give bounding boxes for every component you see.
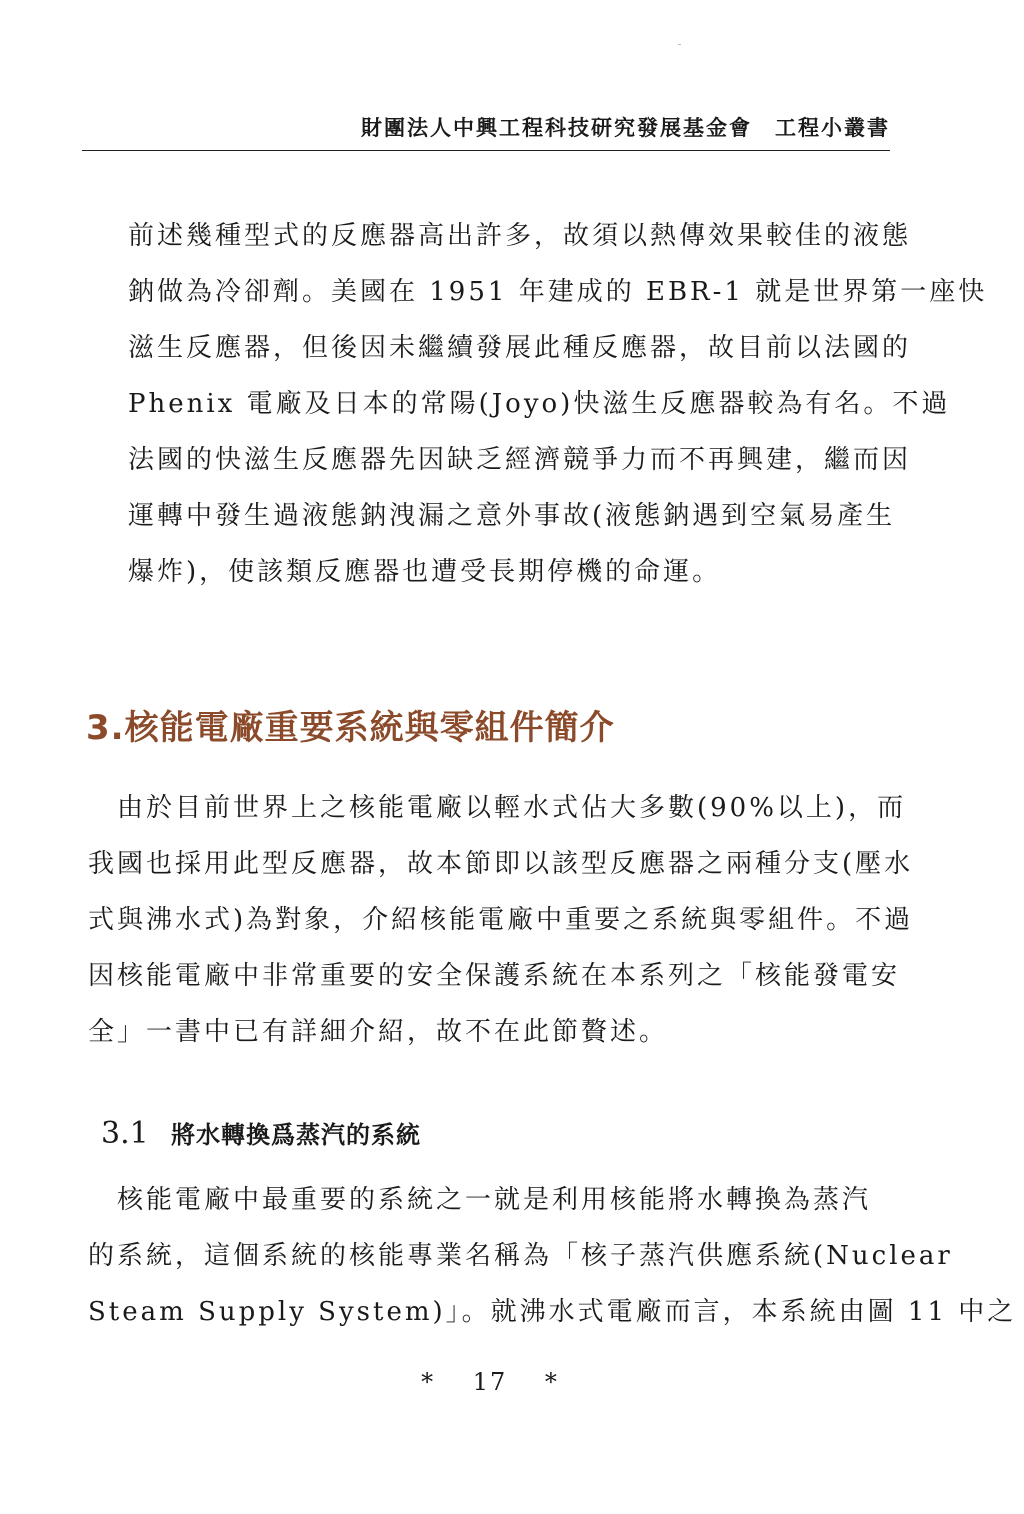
scan-speck — [678, 44, 681, 45]
footer-right-mark: * — [544, 1368, 559, 1396]
paragraph-line: 前述幾種型式的反應器高出許多，故須以熱傳效果較佳的液態 — [128, 221, 912, 251]
body-paragraph-2 — [88, 780, 914, 1060]
paragraph-line: 核能電廠中最重要的系統之一就是利用核能將水轉換為蒸汽 — [88, 1185, 872, 1215]
subsection-title: 將水轉換爲蒸汽的系統 — [170, 1121, 421, 1149]
footer-left-mark: * — [421, 1368, 436, 1396]
paragraph-line: 的系統，這個系統的核能專業名稱為「核子蒸汽供應系統(Nuclear — [88, 1241, 953, 1271]
paragraph-line: Phenix 電廠及日本的常陽(Joyo)快滋生反應器較為有名。不過 — [128, 389, 951, 419]
paragraph-line: 滋生反應器，但後因未繼續發展此種反應器，故目前以法國的 — [128, 333, 912, 363]
subsection-number: 3.1 — [101, 1116, 149, 1151]
section-heading: 3.核能電廠重要系統與零組件簡介 — [86, 708, 615, 748]
paragraph-line: 運轉中發生過液態鈉洩漏之意外事故(液態鈉遇到空氣易產生 — [128, 501, 896, 531]
paragraph-line: 鈉做為冷卻劑。美國在 1951 年建成的 EBR-1 就是世界第一座快 — [128, 277, 988, 307]
paragraph-line: 全」一書中已有詳細介紹，故不在此節贅述。 — [88, 1017, 669, 1047]
paragraph-line: 因核能電廠中非常重要的安全保護系統在本系列之「核能發電安 — [88, 961, 901, 991]
paragraph-line: 爆炸)，使該類反應器也遭受長期停機的命運。 — [128, 557, 722, 587]
subsection-heading — [101, 1115, 421, 1151]
paragraph-line: 式與沸水式)為對象，介紹核能電廠中重要之系統與零組件。不過 — [88, 905, 914, 935]
paragraph-line: 由於目前世界上之核能電廠以輕水式佔大多數(90%以上)，而 — [88, 793, 907, 823]
page-number: 17 — [472, 1368, 508, 1396]
running-header — [82, 112, 890, 151]
running-header-text: 財團法人中興工程科技研究發展基金會 工程小叢書 — [361, 115, 890, 140]
body-paragraph-3 — [88, 1172, 1017, 1340]
paragraph-line: 法國的快滋生反應器先因缺乏經濟競爭力而不再興建，繼而因 — [128, 445, 912, 475]
page-footer — [0, 1368, 980, 1396]
paragraph-line: 我國也採用此型反應器，故本節即以該型反應器之兩種分支(壓水 — [88, 849, 914, 879]
body-paragraph-1 — [128, 208, 988, 600]
paragraph-line: Steam Supply System)」。就沸水式電廠而言，本系統由圖 11 中之 — [88, 1297, 1017, 1327]
